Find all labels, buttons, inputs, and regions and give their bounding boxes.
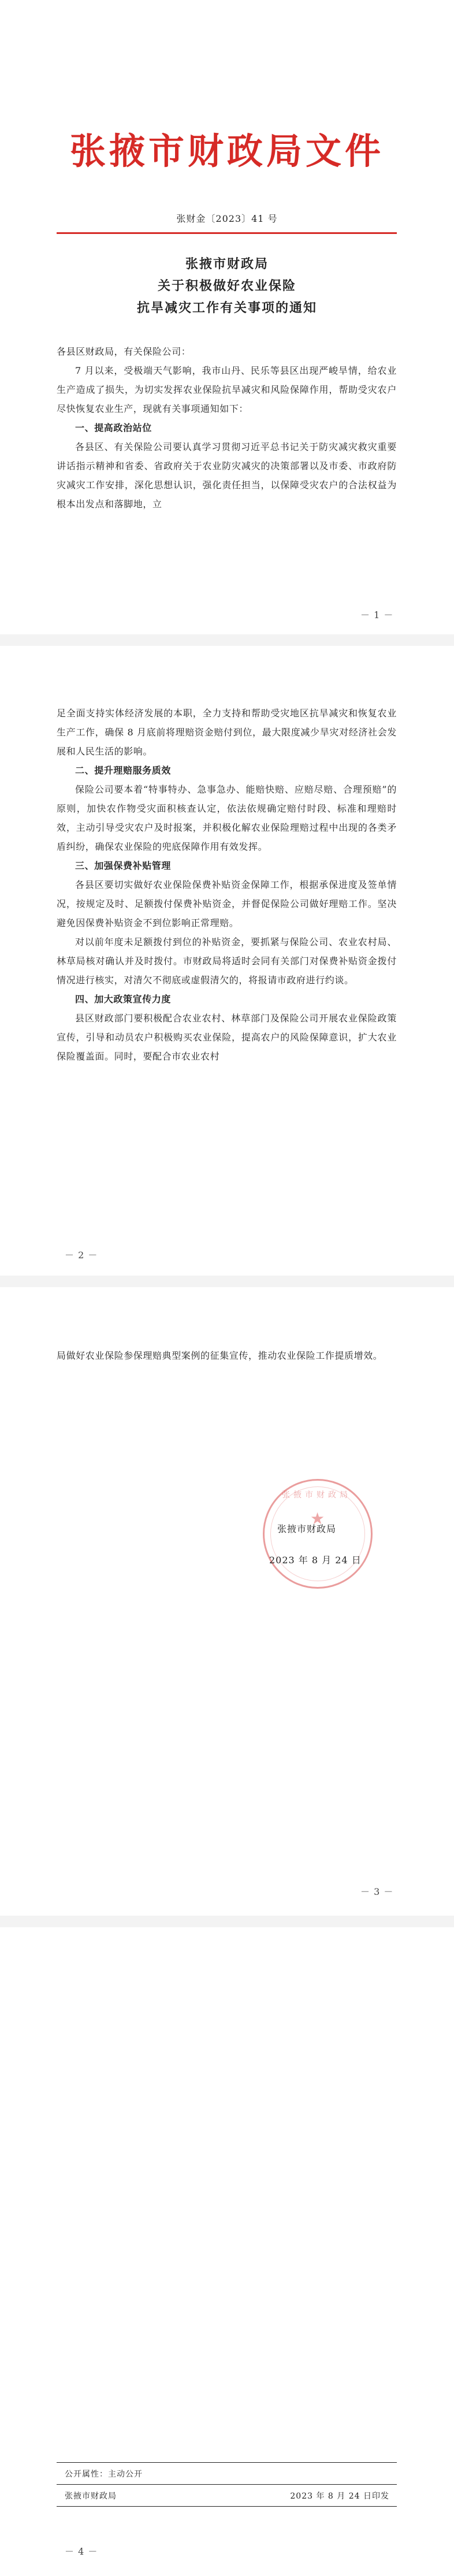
page-1-body: [57, 342, 397, 514]
notice-title-line-2: 关于积极做好农业保险: [157, 279, 296, 293]
salutation: 各县区财政局，有关保险公司：: [57, 346, 191, 357]
document-number: 张财金〔2023〕41 号: [176, 213, 278, 224]
section-1-paragraph-start: 各县区、有关保险公司要认真学习贯彻习近平总书记关于防灾减灾救灾重要讲话指示精神和省委、省政府关于农业防灾减灾的决策部署以及市委、市政府防灾减灾工作安排，深化思想认识，强化责任担当，以保障受灾农户的合法权益为根本出发点和落脚地，立: [57, 441, 397, 510]
page-number-2: － 2 －: [65, 1250, 98, 1261]
footer-top-rule: [57, 2462, 397, 2463]
disclosure-attribute: 公开属性：主动公开: [65, 2470, 143, 2479]
page-number-3: － 3 －: [360, 1886, 394, 1897]
section-1-paragraph-end: 足全面支持实体经济发展的本职，全力支持和帮助受灾地区抗旱减灾和恢复农业生产工作，确保 8 月底前将理赔资金赔付到位，最大限度减少旱灾对经济社会发展和人民生活的影响。: [57, 708, 397, 757]
page-3: [0, 1287, 454, 1916]
section-4-paragraph-end: 局做好农业保险参保理赔典型案例的征集宣传，推动农业保险工作提质增效。: [57, 1350, 383, 1361]
page-number-4: － 4 －: [65, 2546, 98, 2557]
issuing-office: 张掖市财政局: [65, 2492, 117, 2501]
page-2-body: [57, 704, 397, 1066]
section-3-paragraph-1: 各县区要切实做好农业保险保费补贴资金保障工作，根据承保进度及签单情况，按规定及时、足额拨付保费补贴资金，并督促保险公司做好理赔工作。坚决避免因保费补贴资金不到位影响正常理赔。: [57, 879, 397, 928]
signature-organization: 张掖市财政局: [277, 1523, 337, 1534]
print-date: 2023 年 8 月 24 日印发: [290, 2492, 389, 2501]
page-number-1: － 1 －: [360, 609, 394, 620]
footer-middle-rule: [57, 2484, 397, 2485]
section-4-paragraph-start: 县区财政部门要积极配合农业农村、林草部门及保险公司开展农业保险政策宣传，引导和动员农户积极购买农业保险，提高农户的风险保障意识，扩大农业保险覆盖面。同时，要配合市农业农村: [57, 1013, 397, 1062]
page-1: [0, 0, 454, 634]
document-header-title: 张掖市财政局文件: [69, 130, 384, 172]
notice-title-line-1: 张掖市财政局: [185, 257, 269, 272]
section-3-heading: 三、加强保费补贴管理: [75, 860, 172, 871]
seal-star-icon: ★: [310, 1509, 325, 1528]
intro-paragraph: 7 月以来，受极端天气影响，我市山丹、民乐等县区出现严峻旱情，给农业生产造成了损失，为切实发挥农业保险抗旱减灾和风险保障作用，帮助受灾农户尽快恢复农业生产，现就有关事项通知如下：: [57, 365, 397, 414]
notice-title-line-3: 抗旱减灾工作有关事项的通知: [136, 301, 317, 315]
section-3-paragraph-2: 对以前年度未足额拨付到位的补贴资金，要抓紧与保险公司、农业农村局、林草局核对确认并及时拨付。市财政局将适时会同有关部门对保费补贴资金拨付情况进行核实，对清欠不彻底或虚假清欠的，将报请市政府进行约谈。: [57, 936, 397, 986]
footer-bottom-rule: [57, 2506, 397, 2507]
red-divider: [57, 232, 397, 234]
section-2-paragraph: 保险公司要本着“特事特办、急事急办、能赔快赔、应赔尽赔、合理预赔”的原则，加快农作物受灾面积核查认定，依法依规确定赔付时段、标准和理赔时效，主动引导受灾农户及时报案，并积极化解农业保险理赔过程中出现的各类矛盾纠纷，确保农业保险的兜底保障作用有效发挥。: [57, 784, 397, 852]
seal-text: 张掖市财政局: [282, 1490, 351, 1500]
section-4-heading: 四、加大政策宣传力度: [75, 994, 172, 1005]
section-2-heading: 二、提升理赔服务质效: [75, 765, 172, 776]
section-1-heading: 一、提高政治站位: [75, 422, 152, 433]
page-3-body: [57, 1346, 397, 1365]
signature-date: 2023 年 8 月 24 日: [269, 1555, 362, 1566]
